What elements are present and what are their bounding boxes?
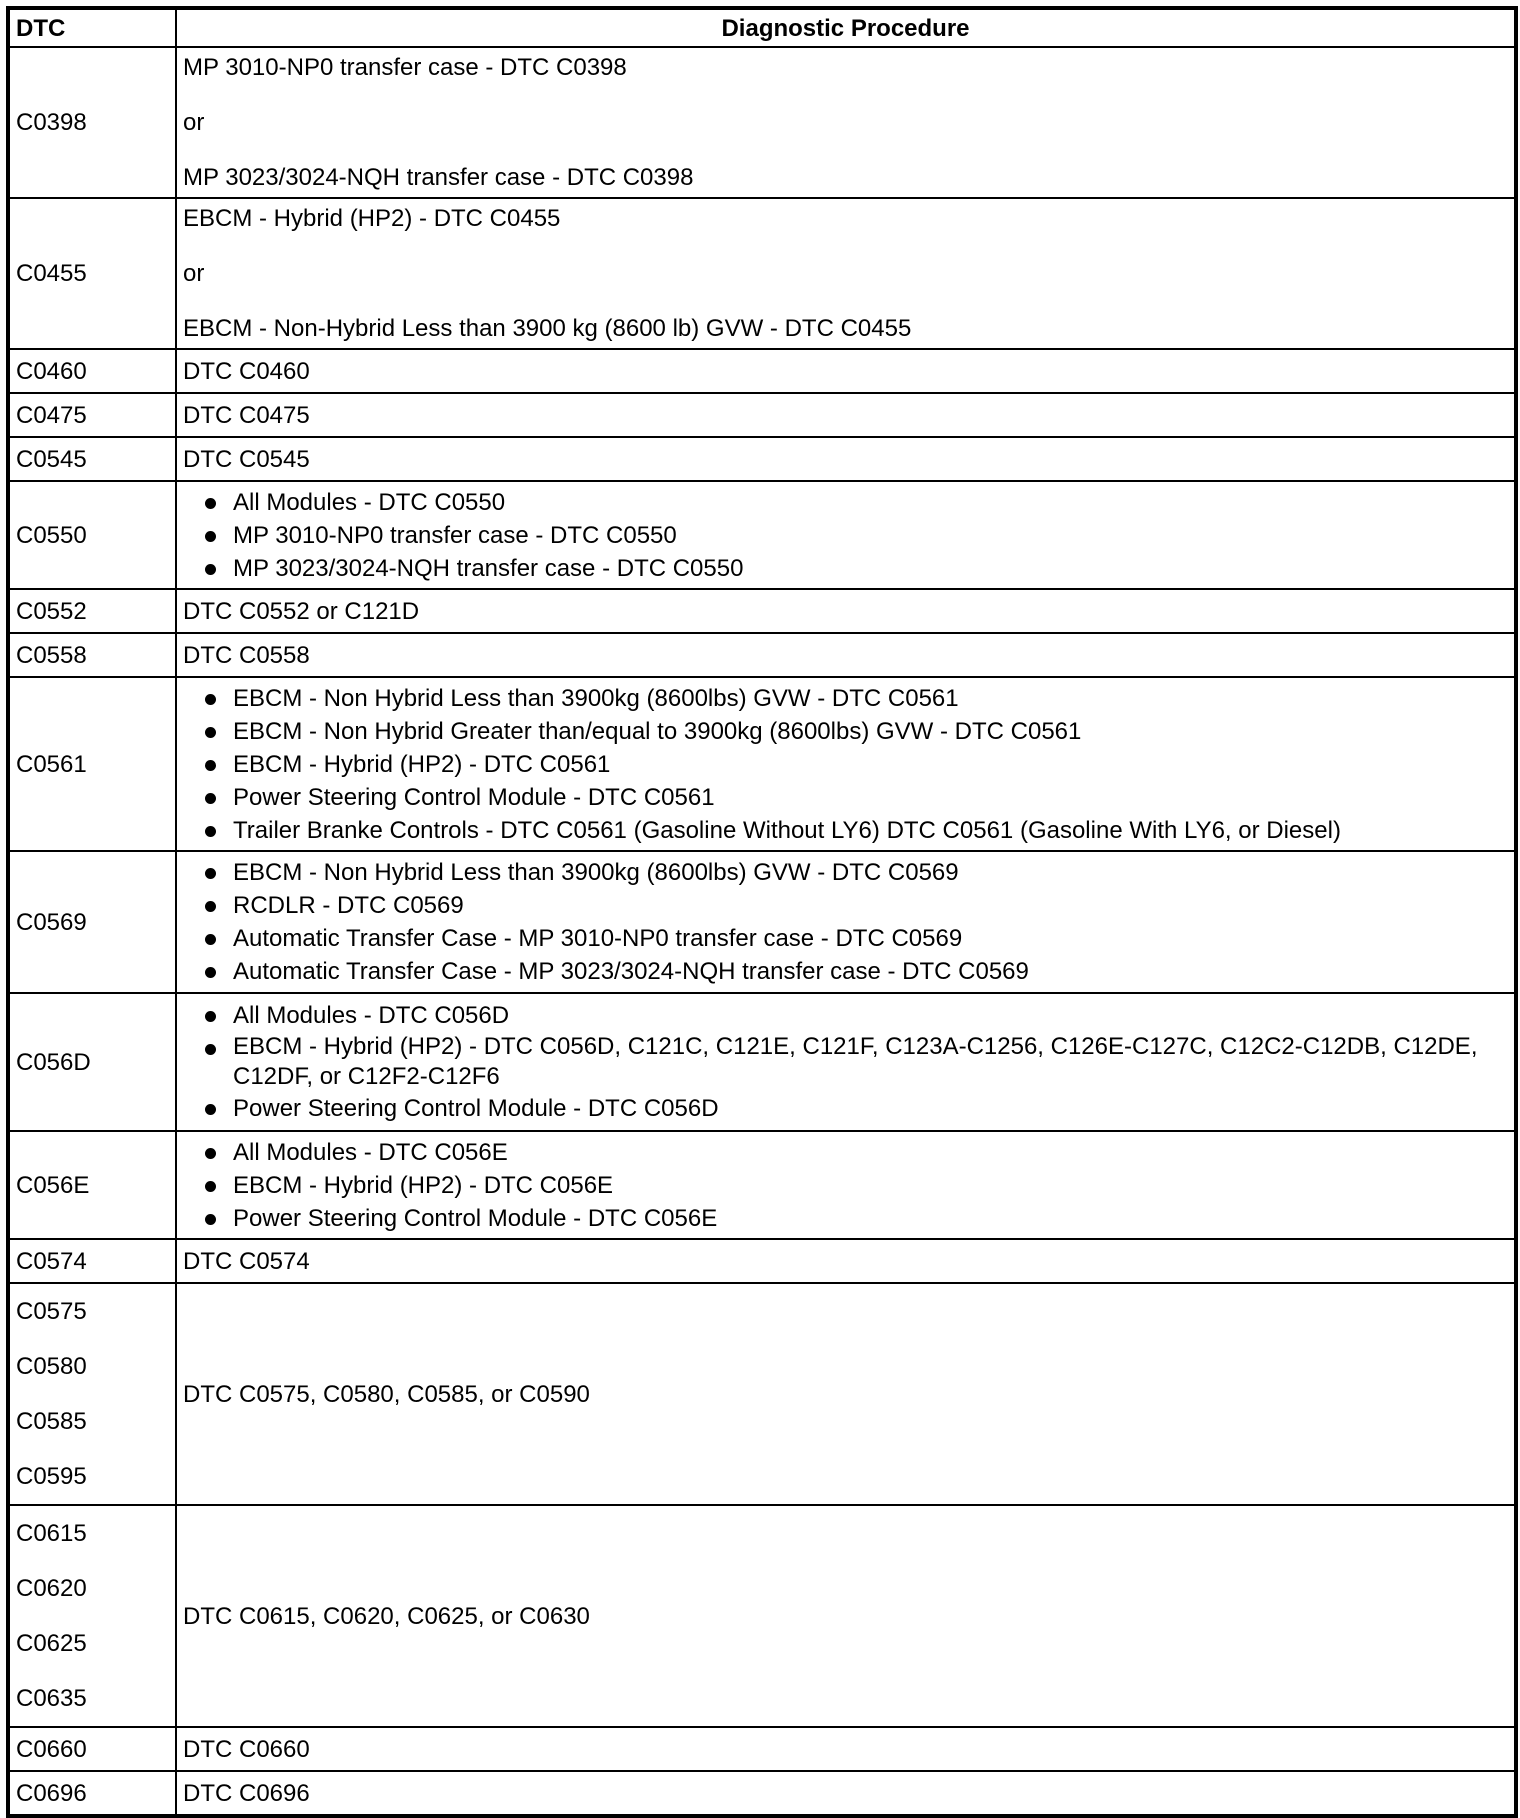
- procedure-text: or: [183, 260, 205, 287]
- table-row: [8, 993, 1516, 1131]
- procedure-link[interactable]: DTC C0575, C0580, C0585, or C0590: [176, 1283, 1516, 1505]
- procedure-link[interactable]: EBCM - Hybrid (HP2) - DTC C056D, C121C, C121E, C121F, C123A-C1256, C126E-C127C, C12C2-C12DB, C12DE, C12DF, or C12F2-C12F6: [183, 1032, 1508, 1092]
- dtc-code: C0569: [8, 851, 176, 993]
- table-row: [8, 677, 1516, 851]
- procedure-link[interactable]: EBCM - Non Hybrid Less than 3900kg (8600lbs) GVW - DTC C0561: [183, 682, 1508, 715]
- header-dtc: DTC: [8, 8, 176, 47]
- procedure-link[interactable]: Trailer Branke Controls - DTC C0561 (Gasoline Without LY6) DTC C0561 (Gasoline With LY6, or Diesel): [183, 814, 1508, 847]
- procedure-link[interactable]: DTC C0615, C0620, C0625, or C0630: [176, 1505, 1516, 1727]
- procedure-cell: [176, 677, 1516, 851]
- table-row: [8, 1727, 1516, 1771]
- procedure-link[interactable]: EBCM - Non Hybrid Greater than/equal to 3900kg (8600lbs) GVW - DTC C0561: [183, 715, 1508, 748]
- procedure-link[interactable]: DTC C0574: [176, 1239, 1516, 1283]
- table-row: [8, 1771, 1516, 1816]
- dtc-code: C0561: [8, 677, 176, 851]
- table-row: [8, 1131, 1516, 1239]
- procedure-link[interactable]: Power Steering Control Module - DTC C0561: [183, 781, 1508, 814]
- procedure-list: [183, 682, 1508, 847]
- dtc-code-stack: [8, 1505, 176, 1727]
- table-row: [8, 481, 1516, 589]
- table-row: [8, 1239, 1516, 1283]
- procedure-cell: [176, 481, 1516, 589]
- procedure-link[interactable]: MP 3023/3024-NQH transfer case - DTC C0550: [183, 552, 1508, 585]
- procedure-link[interactable]: EBCM - Non Hybrid Less than 3900kg (8600lbs) GVW - DTC C0569: [183, 856, 1508, 889]
- dtc-code: C0620: [16, 1575, 87, 1602]
- procedure-link[interactable]: Power Steering Control Module - DTC C056D: [183, 1092, 1508, 1125]
- header-procedure: Diagnostic Procedure: [176, 8, 1516, 47]
- table-row: [8, 1505, 1516, 1727]
- procedure-link[interactable]: Automatic Transfer Case - MP 3023/3024-NQH transfer case - DTC C0569: [183, 955, 1508, 988]
- procedure-link[interactable]: DTC C0696: [176, 1771, 1516, 1816]
- dtc-code: C0550: [8, 481, 176, 589]
- table-row: [8, 1283, 1516, 1505]
- procedure-list: [183, 486, 1508, 585]
- dtc-code-stack: [8, 1283, 176, 1505]
- dtc-code: C056E: [8, 1131, 176, 1239]
- dtc-code: C0595: [16, 1463, 87, 1490]
- dtc-code: C056D: [8, 993, 176, 1131]
- procedure-link[interactable]: DTC C0660: [176, 1727, 1516, 1771]
- procedure-link[interactable]: EBCM - Hybrid (HP2) - DTC C0561: [183, 748, 1508, 781]
- dtc-code: C0545: [8, 437, 176, 481]
- procedure-link[interactable]: MP 3010-NP0 transfer case - DTC C0550: [183, 519, 1508, 552]
- procedure-list: [183, 1136, 1508, 1235]
- procedure-cell: [176, 851, 1516, 993]
- procedure-link[interactable]: DTC C0460: [176, 349, 1516, 393]
- table-row: [8, 437, 1516, 481]
- dtc-code: C0696: [8, 1771, 176, 1816]
- dtc-code: C0625: [16, 1630, 87, 1657]
- procedure-cell: [176, 198, 1516, 349]
- document-page: [6, 6, 1514, 1818]
- dtc-code: C0475: [8, 393, 176, 437]
- table-row: [8, 633, 1516, 677]
- procedure-list: [183, 999, 1508, 1125]
- dtc-code: C0455: [8, 198, 176, 349]
- procedure-link[interactable]: Power Steering Control Module - DTC C056E: [183, 1202, 1508, 1235]
- procedure-cell: [176, 47, 1516, 198]
- dtc-code: C0552: [8, 589, 176, 633]
- procedure-text: or: [183, 109, 205, 136]
- table-row: [8, 393, 1516, 437]
- dtc-code: C0585: [16, 1408, 87, 1435]
- dtc-table: [6, 6, 1518, 1818]
- dtc-code: C0398: [8, 47, 176, 198]
- procedure-link[interactable]: EBCM - Hybrid (HP2) - DTC C0455: [183, 205, 561, 232]
- procedure-link[interactable]: MP 3023/3024-NQH transfer case - DTC C0398: [183, 164, 694, 191]
- table-row: [8, 47, 1516, 198]
- procedure-link[interactable]: All Modules - DTC C0550: [183, 486, 1508, 519]
- header-row: [8, 8, 1516, 47]
- dtc-code: C0580: [16, 1353, 87, 1380]
- dtc-code: C0460: [8, 349, 176, 393]
- procedure-link[interactable]: RCDLR - DTC C0569: [183, 889, 1508, 922]
- procedure-link[interactable]: Automatic Transfer Case - MP 3010-NP0 transfer case - DTC C0569: [183, 922, 1508, 955]
- table-row: [8, 198, 1516, 349]
- procedure-link[interactable]: EBCM - Hybrid (HP2) - DTC C056E: [183, 1169, 1508, 1202]
- procedure-cell: [176, 993, 1516, 1131]
- procedure-link[interactable]: DTC C0545: [176, 437, 1516, 481]
- dtc-code: C0635: [16, 1685, 87, 1712]
- table-row: [8, 349, 1516, 393]
- procedure-link[interactable]: DTC C0552 or C121D: [176, 589, 1516, 633]
- table-row: [8, 851, 1516, 993]
- dtc-code: C0575: [16, 1298, 87, 1325]
- table-row: [8, 589, 1516, 633]
- procedure-cell: [176, 1131, 1516, 1239]
- dtc-code: C0660: [8, 1727, 176, 1771]
- procedure-link[interactable]: DTC C0558: [176, 633, 1516, 677]
- procedure-link[interactable]: MP 3010-NP0 transfer case - DTC C0398: [183, 54, 627, 81]
- dtc-code: C0615: [16, 1520, 87, 1547]
- procedure-list: [183, 856, 1508, 988]
- dtc-code: C0574: [8, 1239, 176, 1283]
- dtc-code: C0558: [8, 633, 176, 677]
- procedure-link[interactable]: EBCM - Non-Hybrid Less than 3900 kg (8600 lb) GVW - DTC C0455: [183, 315, 912, 342]
- procedure-link[interactable]: All Modules - DTC C056E: [183, 1136, 1508, 1169]
- procedure-link[interactable]: DTC C0475: [176, 393, 1516, 437]
- procedure-link[interactable]: All Modules - DTC C056D: [183, 999, 1508, 1032]
